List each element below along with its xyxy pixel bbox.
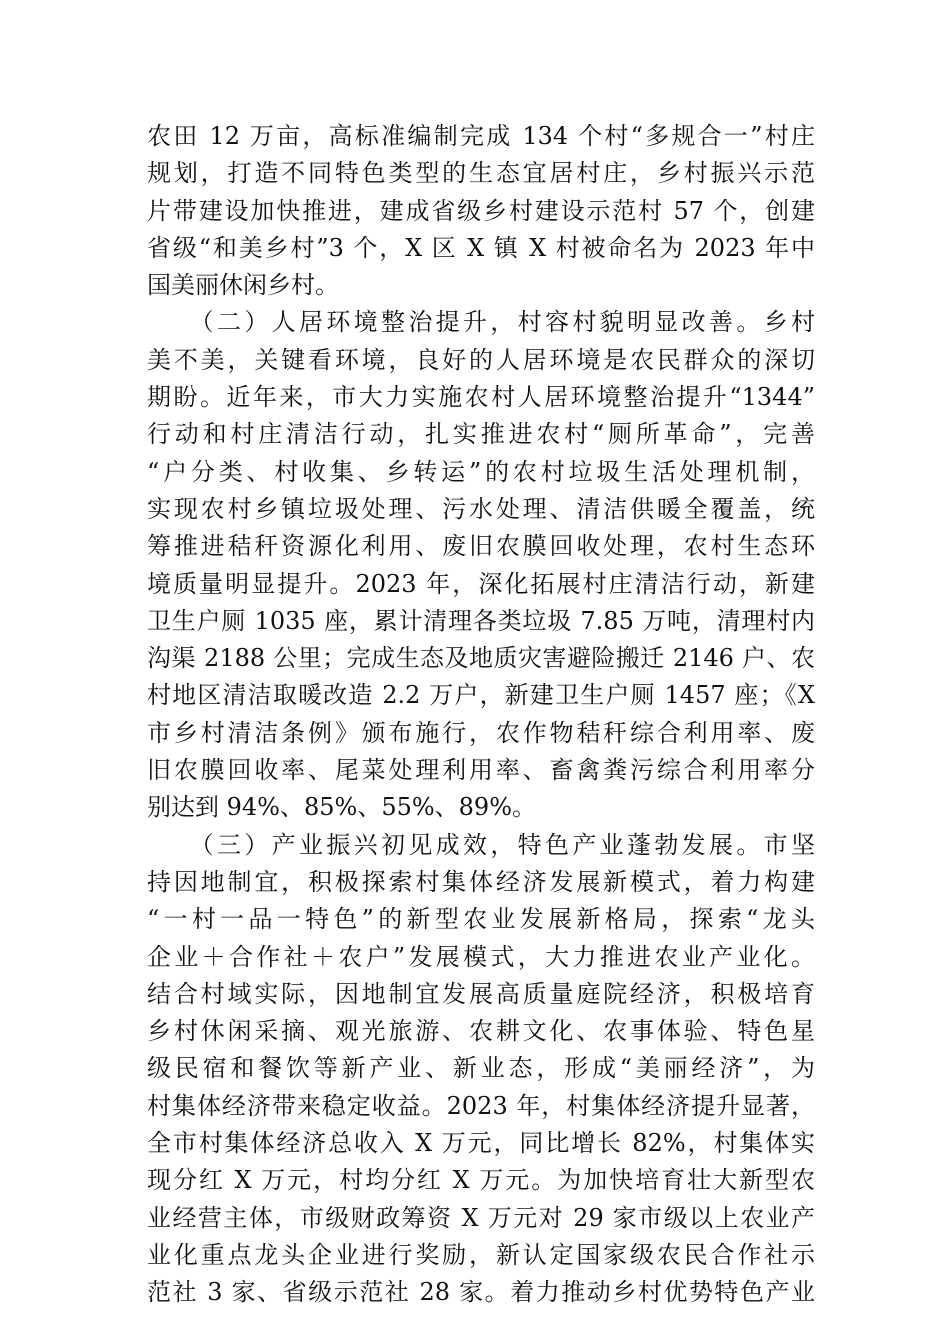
text-line: 全市村集体经济总收入 X 万元，同比增长 82%，村集体实 bbox=[147, 1129, 815, 1158]
text-line: 别达到 94%、85%、55%、89%。 bbox=[147, 793, 537, 822]
text-line: 农田 12 万亩，高标准编制完成 134 个村“多规合一”村庄 bbox=[147, 122, 815, 150]
text-line: 乡村休闲采摘、观光旅游、农耕文化、农事体验、特色星 bbox=[147, 1017, 815, 1046]
text-line: 级民宿和餐饮等新产业、新业态，形成“美丽经济”，为 bbox=[147, 1054, 815, 1083]
body-text bbox=[147, 118, 815, 1312]
text-line: 范社 3 家、省级示范社 28 家。着力推动乡村优势特色产业 bbox=[147, 1278, 815, 1307]
text-line: 旧农膜回收率、尾菜处理利用率、畜禽粪污综合利用率分 bbox=[147, 756, 815, 785]
text-line: 卫生户厕 1035 座，累计清理各类垃圾 7.85 万吨，清理村内 bbox=[147, 606, 815, 635]
text-line: 业化重点龙头企业进行奖励，新认定国家级农民合作社示 bbox=[147, 1240, 815, 1269]
text-line: 结合村域实际，因地制宜发展高质量庭院经济，积极培育 bbox=[147, 979, 815, 1008]
text-line: 片带建设加快推进，建成省级乡村建设示范村 57 个，创建 bbox=[147, 196, 815, 225]
text-line: 行动和村庄清洁行动，扎实推进农村“厕所革命”，完善 bbox=[147, 420, 815, 449]
text-line: 实现农村乡镇垃圾处理、污水处理、清洁供暖全覆盖，统 bbox=[147, 494, 815, 523]
text-line: “户分类、村收集、乡转运”的农村垃圾生活处理机制， bbox=[147, 457, 815, 486]
text-line: 持因地制宜，积极探索村集体经济发展新模式，着力构建 bbox=[147, 867, 815, 896]
text-line: 企业＋合作社＋农户”发展模式，大力推进农业产业化。 bbox=[147, 942, 815, 971]
text-line: 沟渠 2188 公里；完成生态及地质灾害避险搬迁 2146 户、农 bbox=[147, 644, 815, 673]
text-line: 美不美，关键看环境，良好的人居环境是农民群众的深切 bbox=[147, 345, 815, 374]
text-line: 市乡村清洁条例》颁布施行，农作物秸秆综合利用率、废 bbox=[147, 718, 815, 747]
text-line: “一村一品一特色”的新型农业发展新格局，探索“龙头 bbox=[147, 905, 815, 934]
text-line: 境质量明显提升。2023 年，深化拓展村庄清洁行动，新建 bbox=[147, 569, 815, 598]
text-line: 筹推进秸秆资源化利用、废旧农膜回收处理，农村生态环 bbox=[147, 532, 815, 561]
text-line: 期盼。近年来，市大力实施农村人居环境整治提升“1344” bbox=[147, 383, 815, 412]
section-heading-line: （三）产业振兴初见成效，特色产业蓬勃发展。市坚 bbox=[147, 830, 815, 859]
text-line: 省级“和美乡村”3 个，X 区 X 镇 X 村被命名为 2023 年中 bbox=[147, 233, 815, 262]
text-line: 国美丽休闲乡村。 bbox=[147, 271, 339, 300]
text-line: 村集体经济带来稳定收益。2023 年，村集体经济提升显著， bbox=[147, 1091, 815, 1120]
section-heading-line: （二）人居环境整治提升，村容村貌明显改善。乡村 bbox=[147, 308, 815, 337]
text-line: 现分红 X 万元，村均分红 X 万元。为加快培育壮大新型农 bbox=[147, 1166, 815, 1195]
text-line: 业经营主体，市级财政筹资 X 万元对 29 家市级以上农业产 bbox=[147, 1203, 815, 1232]
text-line: 规划，打造不同特色类型的生态宜居村庄，乡村振兴示范 bbox=[147, 159, 815, 188]
text-line: 村地区清洁取暖改造 2.2 万户，新建卫生户厕 1457 座；《X bbox=[147, 681, 815, 710]
